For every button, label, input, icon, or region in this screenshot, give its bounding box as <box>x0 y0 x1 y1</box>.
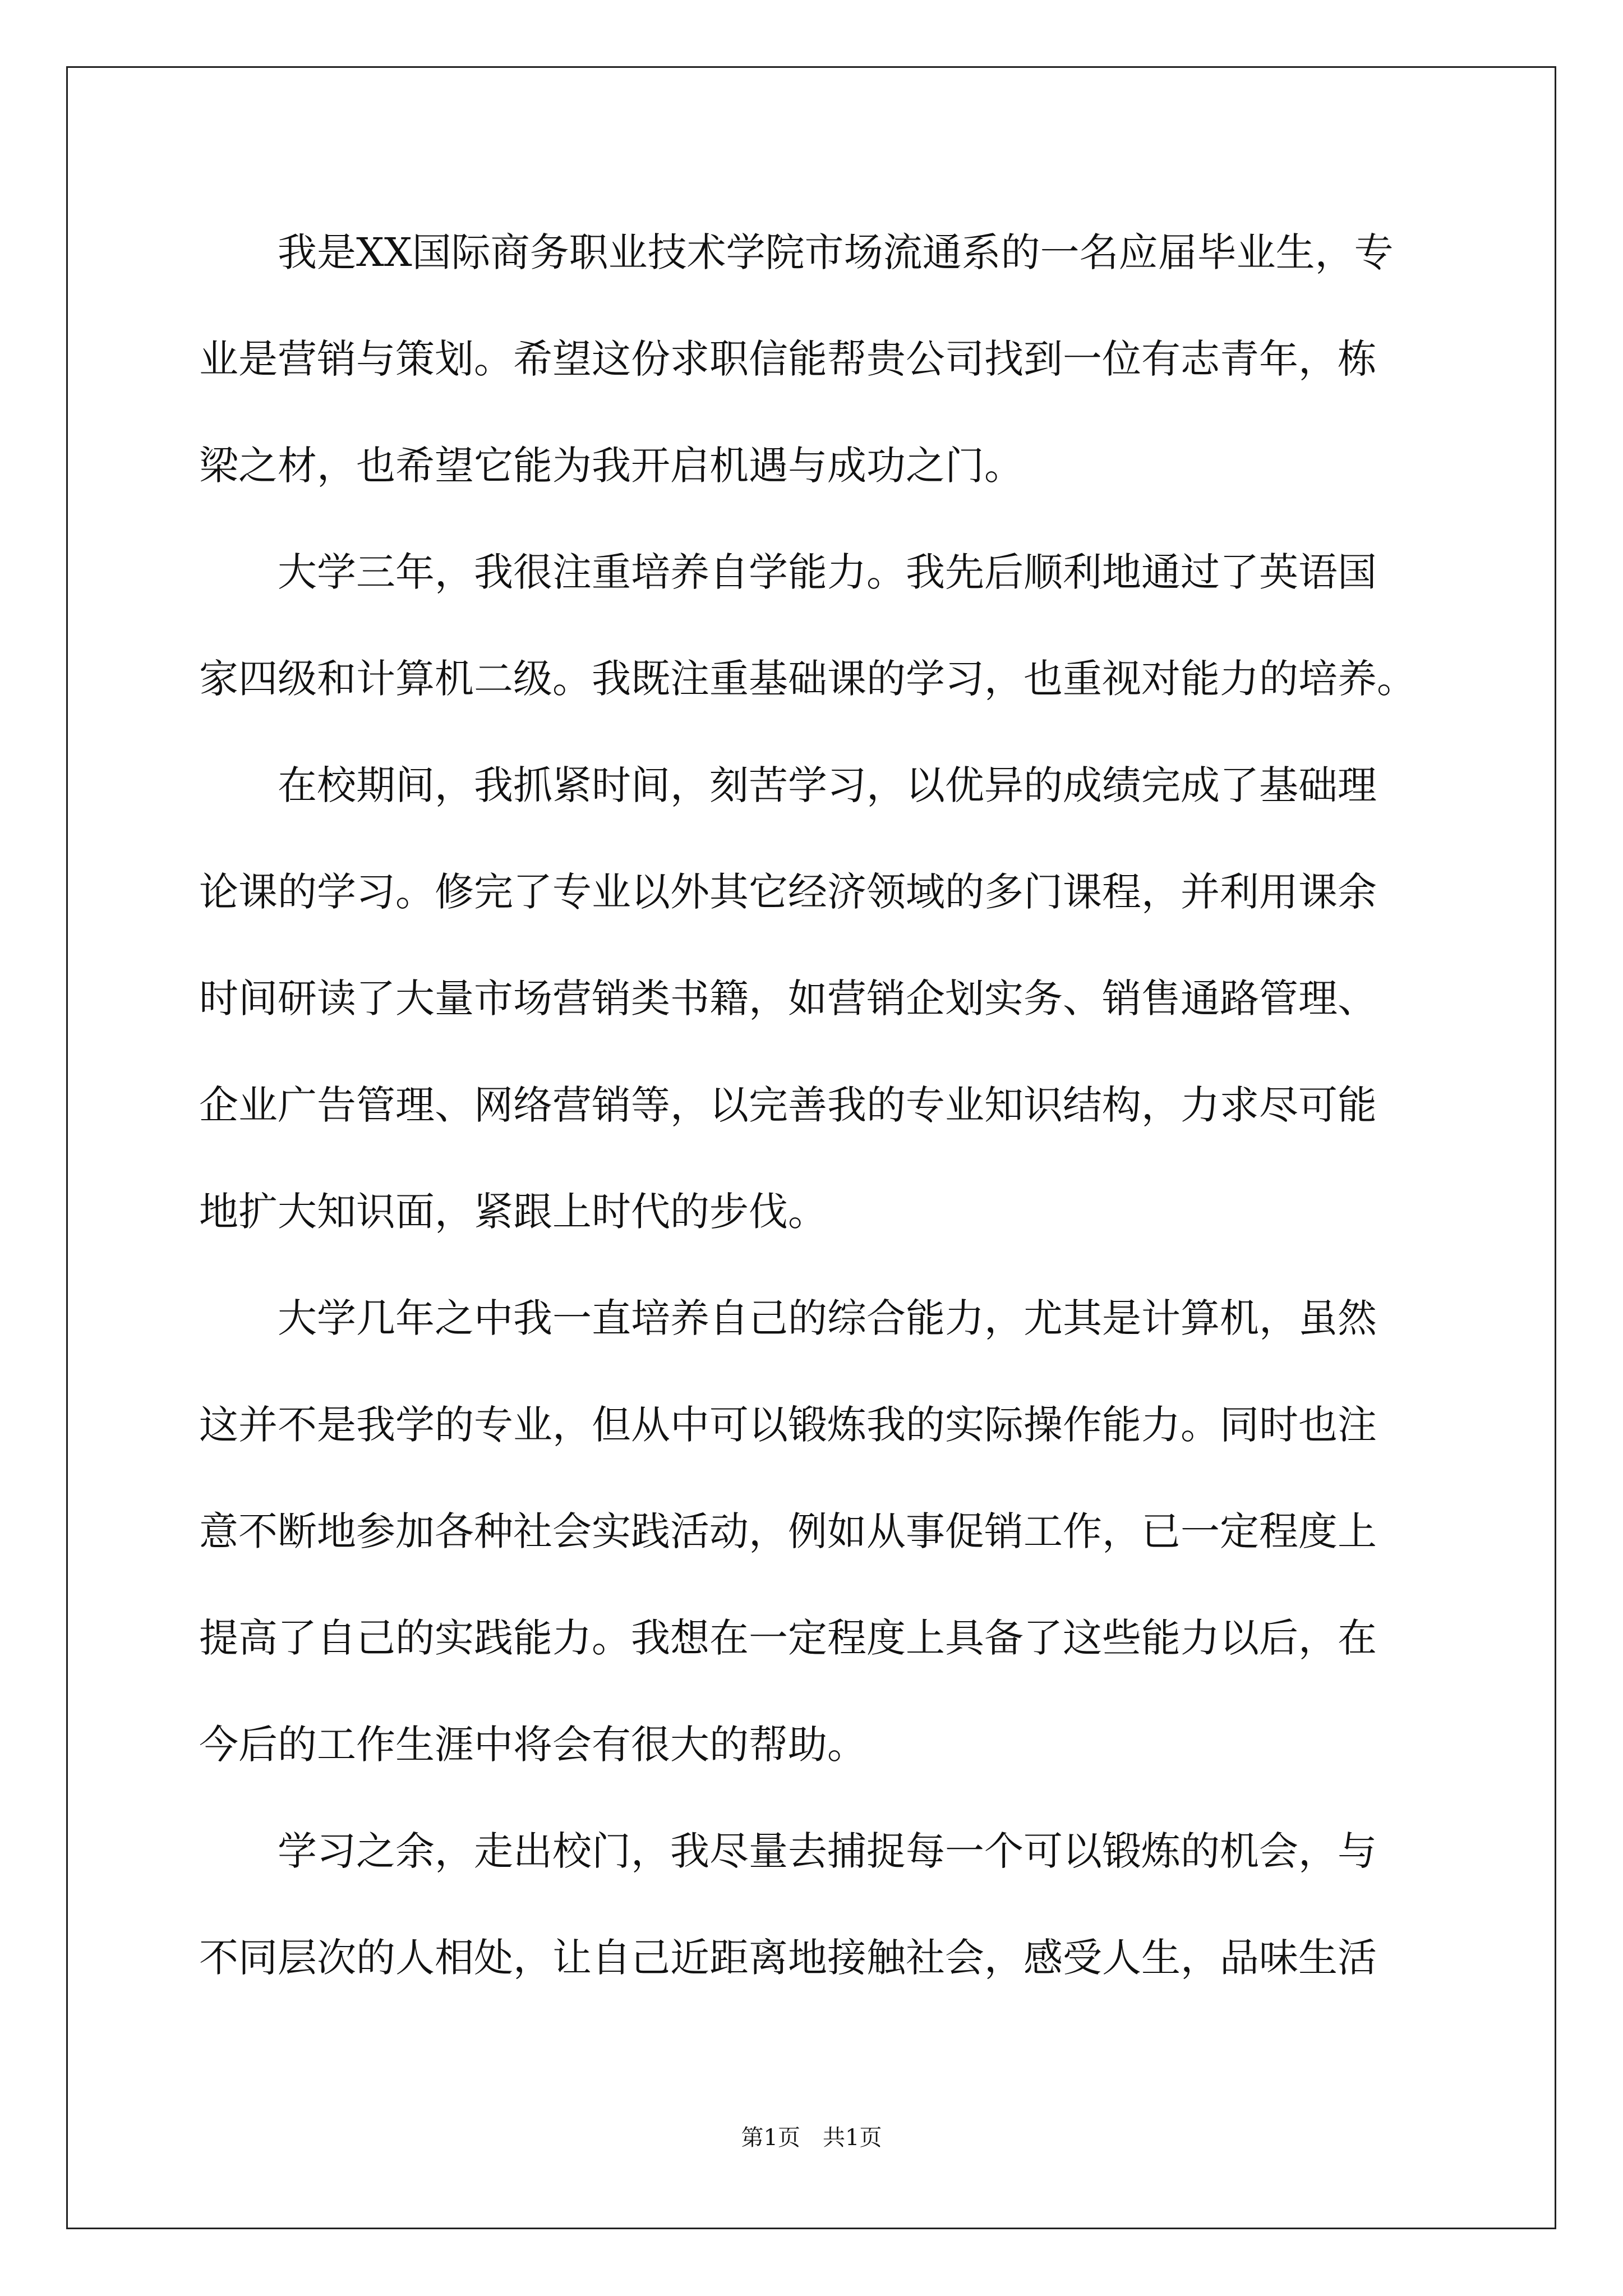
text-line: 企业广告管理、网络营销等，以完善我的专业知识结构，力求尽可能 <box>199 1082 1377 1128</box>
text-line: 大学几年之中我一直培养自己的综合能力，尤其是计算机，虽然 <box>199 1295 1377 1341</box>
text-line: 业是营销与策划。希望这份求职信能帮贵公司找到一位有志青年，栋 <box>199 336 1377 382</box>
text-line: 在校期间，我抓紧时间，刻苦学习，以优异的成绩完成了基础理 <box>199 762 1377 808</box>
document-body <box>199 213 1433 2025</box>
text-line: 意不断地参加各种社会实践活动，例如从事促销工作，已一定程度上 <box>199 1508 1377 1554</box>
text-line: 学习之余，走出校门，我尽量去捕捉每一个可以锻炼的机会，与 <box>199 1828 1377 1874</box>
text-line: 论课的学习。修完了专业以外其它经济领域的多门课程，并利用课余 <box>199 869 1377 915</box>
text-line: 梁之材，也希望它能为我开启机遇与成功之门。 <box>199 443 1023 489</box>
text-line: 不同层次的人相处，让自己近距离地接触社会，感受人生，品味生活 <box>199 1935 1377 1981</box>
text-line: 这并不是我学的专业，但从中可以锻炼我的实际操作能力。同时也注 <box>199 1402 1377 1448</box>
text-line: 家四级和计算机二级。我既注重基础课的学习，也重视对能力的培养。 <box>199 656 1416 702</box>
text-line: 提高了自己的实践能力。我想在一定程度上具备了这些能力以后，在 <box>199 1615 1377 1661</box>
text-line: 地扩大知识面，紧跟上时代的步伐。 <box>199 1189 827 1235</box>
text-line: 今后的工作生涯中将会有很大的帮助。 <box>199 1722 866 1768</box>
text-line: 大学三年，我很注重培养自学能力。我先后顺利地通过了英语国 <box>199 549 1377 595</box>
page-number-footer: 第1页 共1页 <box>741 2125 882 2151</box>
text-line: 我是XX国际商务职业技术学院市场流通系的一名应届毕业生，专 <box>199 229 1394 275</box>
text-line: 时间研读了大量市场营销类书籍，如营销企划实务、销售通路管理、 <box>199 976 1377 1022</box>
